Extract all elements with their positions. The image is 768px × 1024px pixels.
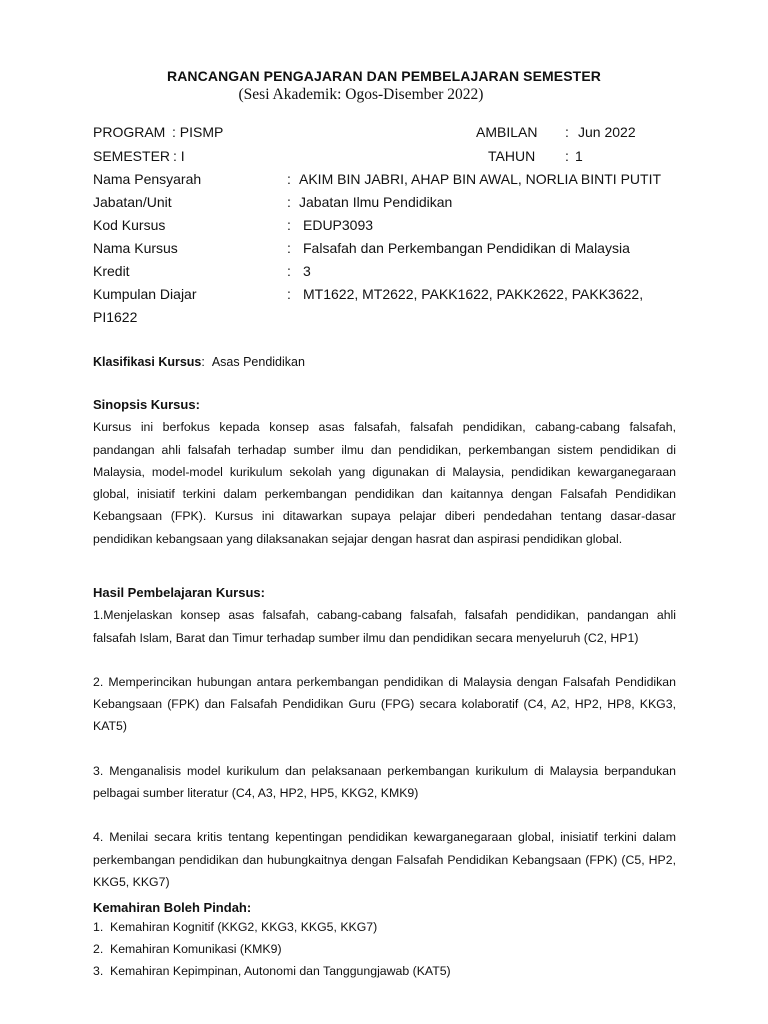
field-value-pensyarah: AKIM BIN JABRI, AHAP BIN AWAL, NORLIA BINTI PUTIT [299,171,662,187]
klasifikasi-value: Asas Pendidikan [211,355,305,369]
hasil-item: 4. Menilai secara kritis tentang kepentingan pendidikan kewarganegaraan global, inisiatif terkini dalam perkembangan pendidikan dan hubungkaitnya dengan Falsafah Pendidikan Kebangsaan (FPK) (C5, HP2, KKG5, KKG7) [93,830,676,889]
sinopsis-heading: Sinopsis Kursus: [93,397,200,412]
field-separator: : [287,171,291,187]
hasil-section [93,582,676,893]
sinopsis-section [93,394,676,550]
klasifikasi-label: Klasifikasi Kursus [93,355,202,369]
kemahiran-item [93,920,377,934]
kemahiran-item-number: 1. [93,920,104,934]
field-value-kumpulan: MT1622, MT2622, PAKK1622, PAKK2622, PAKK3622, [303,286,644,302]
document-title: RANCANGAN PENGAJARAN DAN PEMBELAJARAN SEMESTER [167,68,601,84]
klasifikasi-row [93,355,305,369]
hasil-item: 1.Menjelaskan konsep asas falsafah, cabang-cabang falsafah, falsafah pendidikan, pandangan ahli falsafah Islam, Barat dan Timur terhadap sumber ilmu dan pendidikan secara menyeluruh (C2, HP1) [93,608,676,645]
field-label: Nama Pensyarah [93,171,202,187]
field-separator: : [287,217,291,233]
sinopsis-text: Kursus ini berfokus kepada konsep asas falsafah, falsafah pendidikan, cabang-cabang falsafah, pandangan ahli falsafah terhadap sumber ilmu dan pendidikan, perkembangan sistem pendidikan di Malaysia, model-model kurikulum sekolah yang digunakan di Malaysia, pendidikan kewarganegaraan global, inisiatif terkini dalam perkembangan pendidikan dan kaitannya dengan Falsafah Pendidikan Kebangsaan (FPK). Kursus ini ditawarkan supaya pelajar diberi pendedahan tentang dasar-dasar pendidikan kebangsaan yang dilaksanakan sejajar dengan hasrat dan aspirasi pendidikan global. [93,420,676,546]
kemahiran-item-number: 3. [93,964,104,978]
field-separator: : [287,263,291,279]
field-label: Kod Kursus [93,217,166,233]
kemahiran-item [93,942,282,956]
field-value-jabatan: Jabatan Ilmu Pendidikan [299,194,453,210]
kemahiran-section [93,897,676,919]
klasifikasi-colon: : [201,355,205,369]
ambilan-separator: : [565,124,569,140]
kemahiran-item [93,964,451,978]
hasil-item: 3. Menganalisis model kurikulum dan pelaksanaan perkembangan kurikulum di Malaysia berpandukan pelbagai sumber literatur (C4, A3, HP2, HP5, KKG2, KMK9) [93,763,676,801]
kemahiran-item-text: Kemahiran Kognitif (KKG2, KKG3, KKG5, KKG7) [110,920,378,934]
program-label: PROGRAM [93,124,166,140]
field-separator: : [287,194,291,210]
hasil-item: 2. Memperincikan hubungan antara perkembangan pendidikan di Malaysia dengan Falsafah Pendidikan Kebangsaan (FPK) dan Falsafah Pendidikan Guru (FPG) secara kolaboratif (C4, A2, HP2, HP8, KKG3, KAT5) [93,674,676,734]
field-value-kredit: 3 [303,263,311,279]
field-label: Nama Kursus [93,240,178,256]
field-separator: : [287,286,291,302]
field-label: Jabatan/Unit [93,194,172,210]
semester-value: : I [173,148,185,164]
tahun-separator: : [565,148,569,164]
kemahiran-item-number: 2. [93,942,104,956]
field-value-kumpulan-continued: PI1622 [93,309,138,325]
field-separator: : [287,240,291,256]
tahun-label: TAHUN [488,148,536,164]
field-value-kod: EDUP3093 [303,217,374,233]
semester-label: SEMESTER [93,148,171,164]
field-label: Kredit [93,263,130,279]
ambilan-label: AMBILAN [476,124,538,140]
tahun-value: 1 [575,148,583,164]
kemahiran-heading: Kemahiran Boleh Pindah: [93,900,252,915]
hasil-heading: Hasil Pembelajaran Kursus: [93,585,265,600]
kemahiran-item-text: Kemahiran Komunikasi (KMK9) [110,942,282,956]
kemahiran-item-text: Kemahiran Kepimpinan, Autonomi dan Tanggungjawab (KAT5) [110,964,451,978]
field-value-nama-kursus: Falsafah dan Perkembangan Pendidikan di Malaysia [303,240,630,256]
field-label: Kumpulan Diajar [93,286,197,302]
document-subtitle: (Sesi Akademik: Ogos-Disember 2022) [238,86,484,103]
ambilan-value: Jun 2022 [578,124,636,140]
program-value: : PISMP [172,124,224,140]
